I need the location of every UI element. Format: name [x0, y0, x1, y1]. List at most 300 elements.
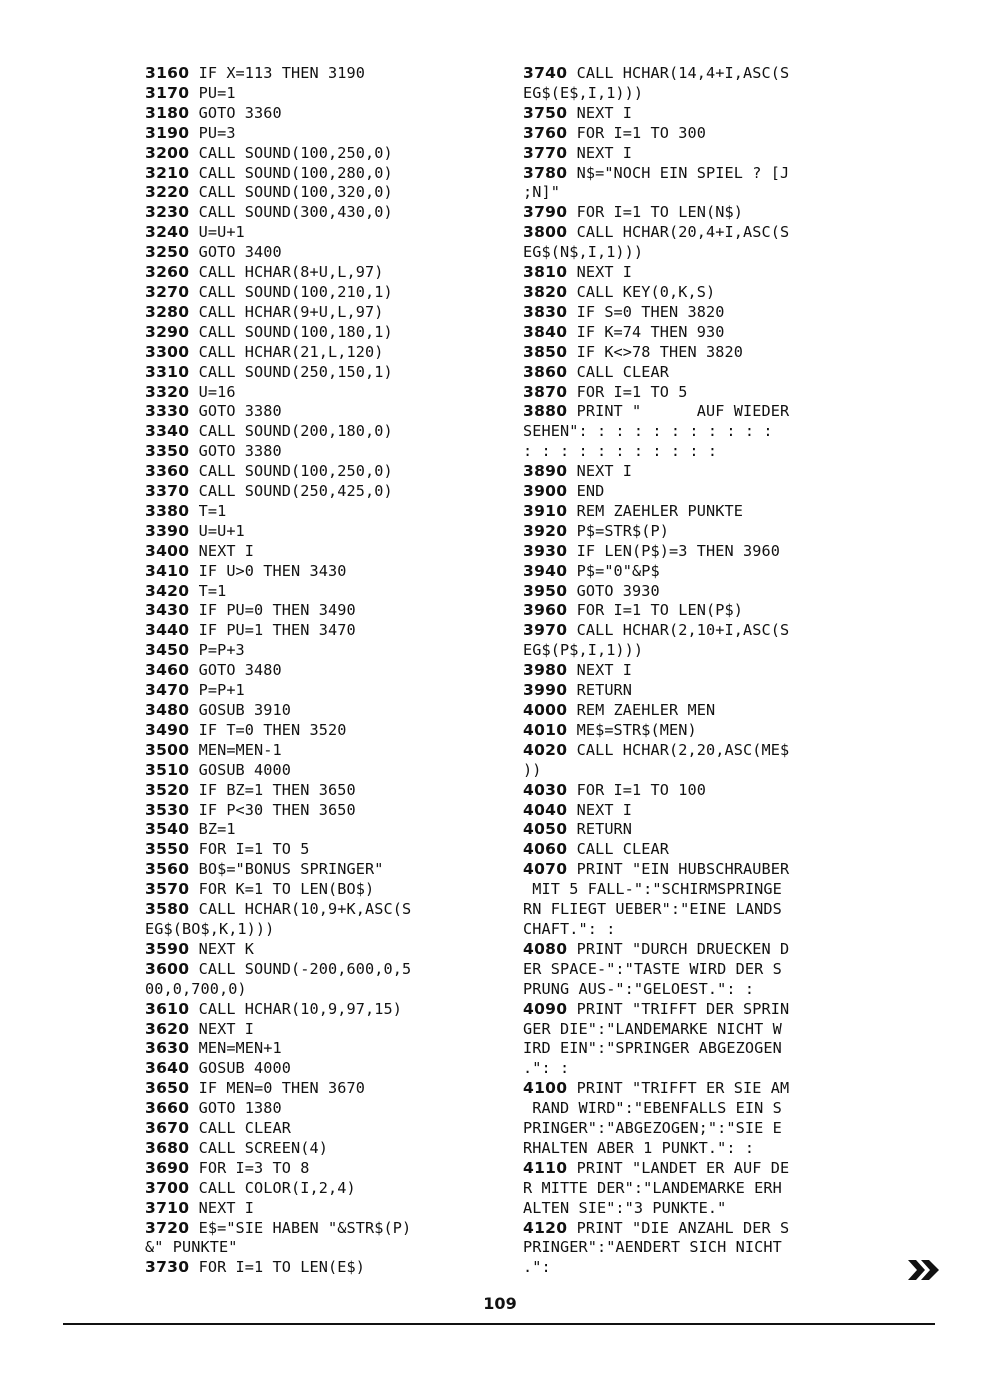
code-text: CALL CLEAR: [567, 362, 670, 381]
line-number: 3710: [145, 1198, 190, 1217]
line-number: 3980: [523, 661, 568, 680]
code-line: [145, 601, 505, 621]
code-text: T=1: [189, 501, 227, 520]
code-text: PRINT " AUF WIEDER: [567, 402, 790, 421]
code-text: MIT 5 FALL-":"SCHIRMSPRINGE: [523, 880, 782, 899]
code-text: FOR I=1 TO 100: [567, 780, 706, 799]
code-text: NEXT I: [567, 462, 633, 481]
line-number: 3670: [145, 1119, 190, 1138]
code-text: RETURN: [567, 820, 633, 839]
line-number: 3760: [523, 123, 568, 142]
line-number: 3290: [145, 322, 190, 341]
code-line: [523, 104, 868, 124]
code-line-continuation: [523, 1238, 868, 1258]
line-number: 3230: [145, 203, 190, 222]
line-number: 3440: [145, 621, 190, 640]
code-text: PRINT "TRIFFT ER SIE AM: [567, 1079, 790, 1098]
code-line: [145, 84, 505, 104]
line-number: 3960: [523, 601, 568, 620]
code-line: [523, 223, 868, 243]
code-line-continuation: [523, 1099, 868, 1119]
code-line: [145, 402, 505, 422]
line-number: 3350: [145, 442, 190, 461]
code-line: [145, 741, 505, 761]
code-line: [145, 124, 505, 144]
code-line: [145, 761, 505, 781]
code-line: [145, 681, 505, 701]
code-text: : : : : : : : : : : :: [523, 442, 718, 461]
code-text: END: [567, 482, 605, 501]
code-text: P$="0"&P$: [567, 561, 660, 580]
code-line: [523, 721, 868, 741]
code-text: FOR I=1 TO 5: [189, 840, 310, 859]
line-number: 3660: [145, 1099, 190, 1118]
code-text: IF PU=1 THEN 3470: [189, 621, 356, 640]
code-text: IF BZ=1 THEN 3650: [189, 780, 356, 799]
line-number: 3880: [523, 402, 568, 421]
code-line-continuation: [523, 1139, 868, 1159]
code-line: [523, 522, 868, 542]
code-text: IF X=113 THEN 3190: [189, 64, 365, 82]
code-line: [523, 781, 868, 801]
code-line: [145, 1159, 505, 1179]
code-line: [145, 1039, 505, 1059]
line-number: 3640: [145, 1059, 190, 1078]
line-number: 3820: [523, 282, 568, 301]
code-line: [145, 383, 505, 403]
code-line: [145, 323, 505, 343]
code-text: CALL SOUND(250,425,0): [189, 482, 393, 501]
line-number: 4100: [523, 1079, 568, 1098]
code-line: [145, 801, 505, 821]
code-line: [145, 661, 505, 681]
code-line: [523, 820, 868, 840]
code-text: PRINT "EIN HUBSCHRAUBER: [567, 860, 790, 879]
code-text: NEXT I: [189, 1019, 255, 1038]
code-text: .": :: [523, 1059, 570, 1078]
code-line: [523, 502, 868, 522]
code-line-continuation: [523, 1199, 868, 1219]
code-text: NEXT I: [567, 143, 633, 162]
code-text: CALL SOUND(100,250,0): [189, 143, 393, 162]
code-text: .":: [523, 1258, 551, 1277]
code-text: CALL SOUND(100,250,0): [189, 462, 393, 481]
code-text: CALL SCREEN(4): [189, 1138, 328, 1157]
code-line: [523, 482, 868, 502]
code-line-continuation: [523, 84, 868, 104]
code-line: [523, 1219, 868, 1239]
code-line-continuation: [523, 960, 868, 980]
code-text: BZ=1: [189, 820, 236, 839]
code-line: [523, 701, 868, 721]
line-number: 3690: [145, 1158, 190, 1177]
code-line: [145, 900, 505, 920]
line-number: 3520: [145, 780, 190, 799]
line-number: 4080: [523, 939, 568, 958]
code-text: NEXT I: [567, 661, 633, 680]
code-line-continuation: [523, 880, 868, 900]
code-line: [145, 840, 505, 860]
code-text: GOTO 1380: [189, 1099, 282, 1118]
code-line-continuation: [523, 1039, 868, 1059]
code-text: REM ZAEHLER PUNKTE: [567, 501, 743, 520]
line-number: 3490: [145, 720, 190, 739]
code-line: [145, 781, 505, 801]
code-line: [145, 183, 505, 203]
line-number: 4000: [523, 701, 568, 719]
code-text: GOTO 3400: [189, 243, 282, 262]
code-text: EG$(E$,I,1))): [523, 83, 644, 102]
line-number: 3800: [523, 223, 568, 242]
code-text: GOTO 3480: [189, 661, 282, 680]
code-line: [145, 363, 505, 383]
code-text: NEXT I: [567, 263, 633, 282]
line-number: 3840: [523, 322, 568, 341]
code-text: FOR K=1 TO LEN(BO$): [189, 880, 375, 899]
line-number: 4020: [523, 740, 568, 759]
code-line: [523, 343, 868, 363]
line-number: 3250: [145, 243, 190, 262]
code-text: E$="SIE HABEN "&STR$(P): [189, 1218, 412, 1237]
code-line: [523, 840, 868, 860]
code-line-continuation: [523, 183, 868, 203]
line-number: 3190: [145, 123, 190, 142]
line-number: 3560: [145, 860, 190, 879]
code-text: IF K=74 THEN 930: [567, 322, 725, 341]
line-number: 3570: [145, 880, 190, 899]
line-number: 3720: [145, 1218, 190, 1237]
line-number: 3870: [523, 382, 568, 401]
line-number: 3450: [145, 641, 190, 660]
code-line-continuation: [523, 1020, 868, 1040]
code-text: ER SPACE-":"TASTE WIRD DER S: [523, 959, 782, 978]
line-number: 3580: [145, 900, 190, 919]
code-text: ;N]": [523, 183, 560, 202]
code-text: CALL SOUND(250,150,1): [189, 362, 393, 381]
line-number: 3860: [523, 362, 568, 381]
line-number: 4090: [523, 999, 568, 1018]
code-text: GOSUB 3910: [189, 701, 292, 719]
code-text: RAND WIRD":"EBENFALLS EIN S: [523, 1099, 782, 1118]
code-line: [145, 1199, 505, 1219]
line-number: 3510: [145, 760, 190, 779]
code-text: RETURN: [567, 681, 633, 700]
code-text: EG$(P$,I,1))): [523, 641, 644, 660]
code-line: [145, 164, 505, 184]
line-number: 3550: [145, 840, 190, 859]
code-line: [145, 820, 505, 840]
continue-arrow-icon: [906, 1258, 942, 1282]
code-text: CALL SOUND(300,430,0): [189, 203, 393, 222]
line-number: 3940: [523, 561, 568, 580]
code-text: CALL HCHAR(10,9+K,ASC(S: [189, 900, 412, 919]
line-number: 3270: [145, 282, 190, 301]
line-number: 3590: [145, 939, 190, 958]
code-line: [145, 343, 505, 363]
code-line: [145, 940, 505, 960]
code-text: CALL HCHAR(8+U,L,97): [189, 263, 384, 282]
footer-rule: [63, 1323, 935, 1325]
code-text: REM ZAEHLER MEN: [567, 701, 716, 719]
code-text: CALL SOUND(100,320,0): [189, 183, 393, 202]
code-line: [145, 641, 505, 661]
line-number: 3530: [145, 800, 190, 819]
code-line: [523, 164, 868, 184]
code-text: GOTO 3380: [189, 402, 282, 421]
code-line: [145, 144, 505, 164]
code-text: CALL SOUND(100,280,0): [189, 163, 393, 182]
code-line: [523, 940, 868, 960]
line-number: 3830: [523, 302, 568, 321]
code-text: MEN=MEN+1: [189, 1039, 282, 1058]
code-text: CALL HCHAR(10,9,97,15): [189, 999, 402, 1018]
code-line-continuation: [523, 920, 868, 940]
line-number: 4030: [523, 780, 568, 799]
line-number: 3990: [523, 681, 568, 700]
line-number: 3380: [145, 501, 190, 520]
code-text: CALL HCHAR(14,4+I,ASC(S: [567, 64, 790, 82]
code-line-continuation: [523, 1119, 868, 1139]
line-number: 3600: [145, 959, 190, 978]
code-text: P=P+1: [189, 681, 245, 700]
code-text: NEXT I: [189, 541, 255, 560]
line-number: 3340: [145, 422, 190, 441]
code-text: U=U+1: [189, 223, 245, 242]
code-line: [523, 661, 868, 681]
line-number: 4040: [523, 800, 568, 819]
line-number: 3920: [523, 521, 568, 540]
code-line-continuation: [523, 422, 868, 442]
line-number: 4010: [523, 720, 568, 739]
code-text: T=1: [189, 581, 227, 600]
code-text: IRD EIN":"SPRINGER ABGEZOGEN: [523, 1039, 782, 1058]
line-number: 3620: [145, 1019, 190, 1038]
code-line: [523, 144, 868, 164]
line-number: 3930: [523, 541, 568, 560]
code-line-continuation: [145, 1238, 505, 1258]
code-line: [523, 1079, 868, 1099]
code-line: [145, 1139, 505, 1159]
code-line: [145, 502, 505, 522]
code-line: [145, 880, 505, 900]
code-line: [145, 1059, 505, 1079]
code-text: NEXT I: [189, 1198, 255, 1217]
code-text: CALL HCHAR(20,4+I,ASC(S: [567, 223, 790, 242]
line-number: 3500: [145, 740, 190, 759]
line-number: 3470: [145, 681, 190, 700]
line-number: 3790: [523, 203, 568, 222]
code-text: PRINGER":"AENDERT SICH NICHT: [523, 1238, 782, 1257]
code-line: [145, 1179, 505, 1199]
line-number: 3300: [145, 342, 190, 361]
line-number: 3650: [145, 1079, 190, 1098]
code-text: IF LEN(P$)=3 THEN 3960: [567, 541, 780, 560]
line-number: 3320: [145, 382, 190, 401]
line-number: 3780: [523, 163, 568, 182]
code-text: GOTO 3380: [189, 442, 282, 461]
code-text: NEXT K: [189, 939, 255, 958]
line-number: 3180: [145, 103, 190, 122]
code-line: [523, 383, 868, 403]
code-text: EG$(N$,I,1))): [523, 243, 644, 262]
code-line: [145, 522, 505, 542]
code-line: [523, 860, 868, 880]
code-line: [145, 1079, 505, 1099]
line-number: 3850: [523, 342, 568, 361]
code-text: &" PUNKTE": [145, 1238, 238, 1257]
code-line: [523, 582, 868, 602]
code-text: FOR I=1 TO 5: [567, 382, 688, 401]
code-line: [523, 303, 868, 323]
code-text: FOR I=1 TO LEN(E$): [189, 1258, 365, 1277]
line-number: 3210: [145, 163, 190, 182]
code-text: RHALTEN ABER 1 PUNKT.": :: [523, 1138, 755, 1157]
code-text: )): [523, 760, 542, 779]
line-number: 3910: [523, 501, 568, 520]
code-line: [523, 462, 868, 482]
page-number: 109: [483, 1294, 517, 1313]
code-line: [145, 482, 505, 502]
code-line: [145, 1119, 505, 1139]
code-text: PRINT "DURCH DRUECKEN D: [567, 939, 790, 958]
code-line-continuation: [523, 1059, 868, 1079]
code-line-continuation: [523, 442, 868, 462]
code-text: PRUNG AUS-":"GELOEST.": :: [523, 979, 755, 998]
code-line: [523, 283, 868, 303]
line-number: 3220: [145, 183, 190, 202]
code-text: IF PU=0 THEN 3490: [189, 601, 356, 620]
code-text: PRINT "TRIFFT DER SPRIN: [567, 999, 790, 1018]
code-text: IF P<30 THEN 3650: [189, 800, 356, 819]
line-number: 3610: [145, 999, 190, 1018]
code-line: [145, 104, 505, 124]
line-number: 3420: [145, 581, 190, 600]
code-text: CALL CLEAR: [189, 1119, 292, 1138]
code-text: N$="NOCH EIN SPIEL ? [J: [567, 163, 790, 182]
code-line: [145, 582, 505, 602]
line-number: 3630: [145, 1039, 190, 1058]
line-number: 3310: [145, 362, 190, 381]
code-text: PRINT "DIE ANZAHL DER S: [567, 1218, 790, 1237]
code-line: [523, 621, 868, 641]
code-line: [523, 64, 868, 84]
line-number: 3950: [523, 581, 568, 600]
code-line-continuation: [523, 243, 868, 263]
code-text: IF U>0 THEN 3430: [189, 561, 347, 580]
code-text: IF MEN=0 THEN 3670: [189, 1079, 365, 1098]
code-line: [523, 263, 868, 283]
line-number: 3460: [145, 661, 190, 680]
code-line: [523, 1159, 868, 1179]
code-line: [145, 422, 505, 442]
line-number: 3730: [145, 1258, 190, 1277]
line-number: 3360: [145, 462, 190, 481]
line-number: 4050: [523, 820, 568, 839]
code-line: [145, 1020, 505, 1040]
line-number: 3390: [145, 521, 190, 540]
line-number: 3370: [145, 482, 190, 501]
line-number: 3900: [523, 482, 568, 501]
code-line-continuation: [523, 641, 868, 661]
code-line: [145, 960, 505, 980]
code-line: [145, 621, 505, 641]
line-number: 3680: [145, 1138, 190, 1157]
code-line: [145, 721, 505, 741]
code-text: IF T=0 THEN 3520: [189, 720, 347, 739]
code-text: RN FLIEGT UEBER":"EINE LANDS: [523, 900, 782, 919]
line-number: 3540: [145, 820, 190, 839]
code-text: R MITTE DER":"LANDEMARKE ERH: [523, 1178, 782, 1197]
code-line: [523, 801, 868, 821]
code-text: 00,0,700,0): [145, 979, 247, 998]
code-line: [523, 1000, 868, 1020]
code-line: [523, 203, 868, 223]
code-text: PRINT "LANDET ER AUF DE: [567, 1158, 790, 1177]
code-text: U=U+1: [189, 521, 245, 540]
code-line-continuation: [523, 980, 868, 1000]
code-line: [523, 363, 868, 383]
code-text: GOTO 3360: [189, 103, 282, 122]
code-line: [523, 741, 868, 761]
code-text: CALL KEY(0,K,S): [567, 282, 716, 301]
code-line: [145, 462, 505, 482]
code-text: CALL SOUND(100,180,1): [189, 322, 393, 341]
code-line: [145, 283, 505, 303]
code-line-continuation: [145, 980, 505, 1000]
code-line-continuation: [523, 900, 868, 920]
code-text: CHAFT.": :: [523, 919, 616, 938]
code-text: GOTO 3930: [567, 581, 660, 600]
code-text: ALTEN SIE":"3 PUNKTE.": [523, 1198, 727, 1217]
code-text: FOR I=1 TO LEN(N$): [567, 203, 743, 222]
code-text: FOR I=1 TO LEN(P$): [567, 601, 743, 620]
line-number: 3260: [145, 263, 190, 282]
line-number: 3410: [145, 561, 190, 580]
code-line: [145, 64, 505, 84]
code-text: IF S=0 THEN 3820: [567, 302, 725, 321]
code-text: CALL CLEAR: [567, 840, 670, 859]
code-line: [145, 303, 505, 323]
code-text: CALL HCHAR(21,L,120): [189, 342, 384, 361]
line-number: 3160: [145, 64, 190, 82]
code-text: MEN=MEN-1: [189, 740, 282, 759]
code-text: PU=1: [189, 83, 236, 102]
code-line: [145, 1258, 505, 1278]
code-text: SEHEN": : : : : : : : : : :: [523, 422, 773, 441]
line-number: 3400: [145, 541, 190, 560]
line-number: 3430: [145, 601, 190, 620]
code-line: [145, 203, 505, 223]
code-text: CALL SOUND(-200,600,0,5: [189, 959, 412, 978]
code-line-continuation: [145, 920, 505, 940]
code-text: GER DIE":"LANDEMARKE NICHT W: [523, 1019, 782, 1038]
line-number: 3280: [145, 302, 190, 321]
code-line: [523, 562, 868, 582]
code-line: [145, 243, 505, 263]
line-number: 3890: [523, 462, 568, 481]
code-text: CALL SOUND(100,210,1): [189, 282, 393, 301]
code-line: [145, 860, 505, 880]
code-text: CALL HCHAR(9+U,L,97): [189, 302, 384, 321]
code-line: [145, 1099, 505, 1119]
code-line-continuation: [523, 1179, 868, 1199]
code-line: [523, 402, 868, 422]
code-text: GOSUB 4000: [189, 1059, 292, 1078]
code-line: [523, 124, 868, 144]
code-line: [145, 701, 505, 721]
code-text: FOR I=1 TO 300: [567, 123, 706, 142]
code-text: NEXT I: [567, 103, 633, 122]
